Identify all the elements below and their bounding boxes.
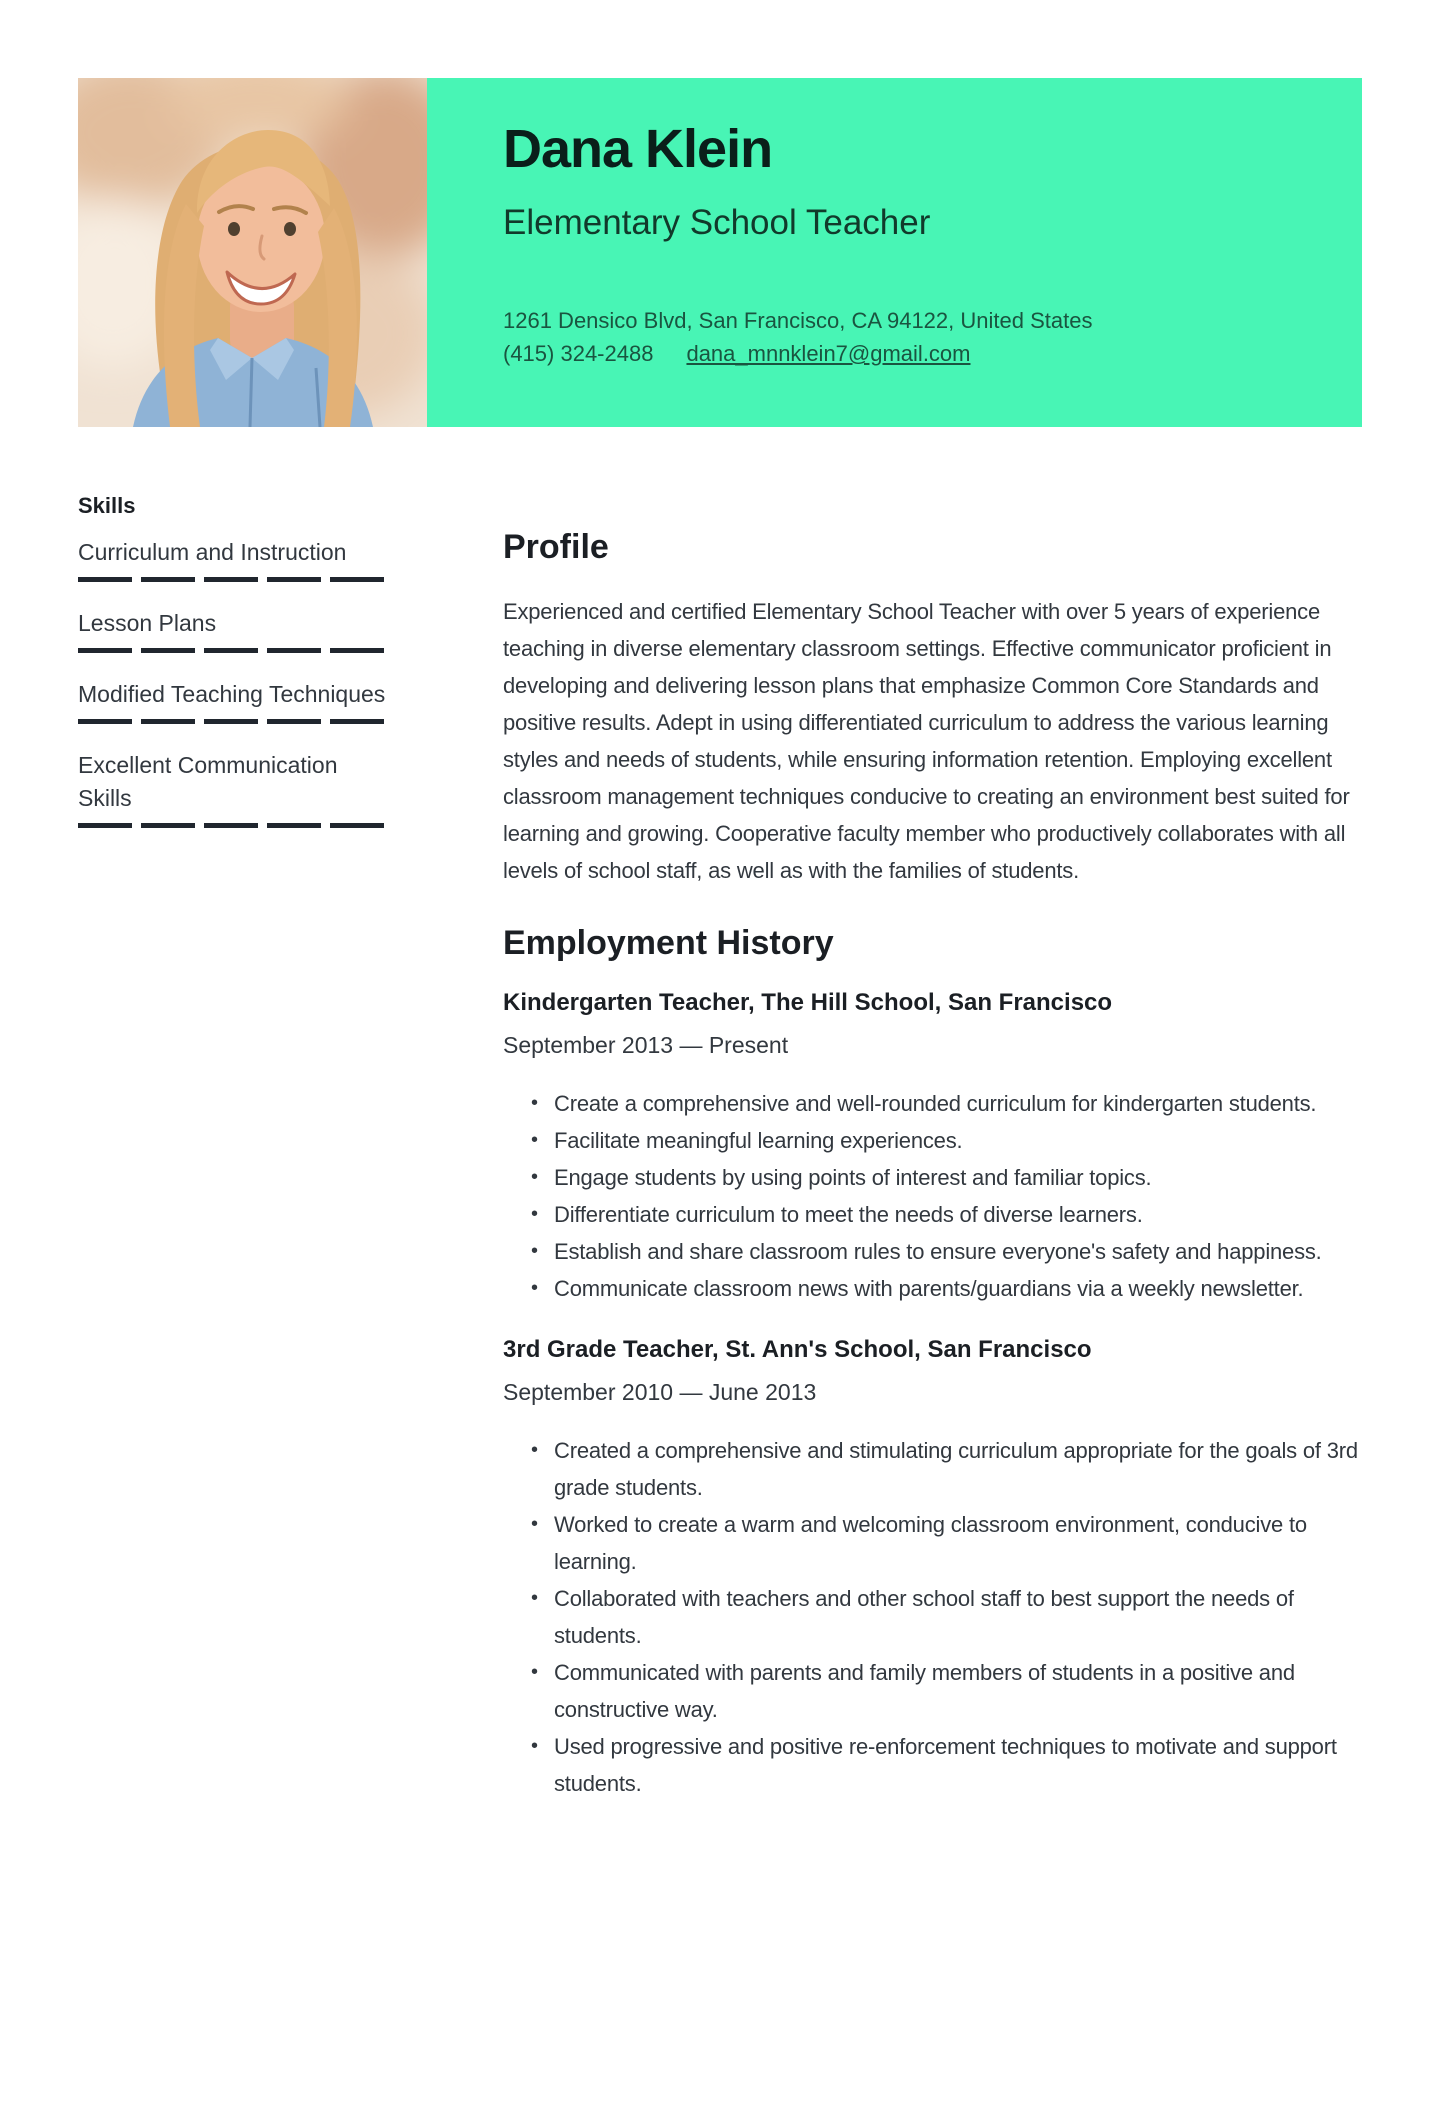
skill-label: Modified Teaching Techniques <box>78 681 386 707</box>
employment-section <box>503 923 1362 1802</box>
address-text: 1261 Densico Blvd, San Francisco, CA 94122, United States <box>503 308 1093 333</box>
bullet-text: Used progressive and positive re-enforcement techniques to motivate and support students. <box>554 1734 1337 1796</box>
person-job-title: Elementary School Teacher <box>503 203 931 242</box>
skill-level-bar <box>78 577 384 582</box>
employment-heading: Employment History <box>503 924 834 962</box>
bullet-dot: • <box>531 1735 538 1757</box>
bullet-dot: • <box>531 1513 538 1535</box>
bullet-dot: • <box>531 1166 538 1188</box>
bullet-item <box>531 1270 1362 1307</box>
bullet-text: Worked to create a warm and welcoming classroom environment, conducive to learning. <box>554 1512 1307 1574</box>
bullet-item <box>531 1580 1362 1654</box>
bullet-item <box>531 1506 1362 1580</box>
job-entry <box>503 1336 1362 1802</box>
contact-block <box>503 304 1342 370</box>
bullet-dot: • <box>531 1129 538 1151</box>
bullet-dot: • <box>531 1240 538 1262</box>
bullet-text: Engage students by using points of interest and familiar topics. <box>554 1165 1152 1190</box>
email-link[interactable]: dana_mnnklein7@gmail.com <box>686 341 971 366</box>
bullet-dot: • <box>531 1092 538 1114</box>
bullet-item <box>531 1233 1362 1270</box>
skill-item <box>78 749 420 828</box>
bullet-dot: • <box>531 1661 538 1683</box>
bullet-dot: • <box>531 1203 538 1225</box>
bullet-text: Create a comprehensive and well-rounded curriculum for kindergarten students. <box>554 1091 1317 1116</box>
profile-heading: Profile <box>503 528 609 566</box>
skill-label: Curriculum and Instruction <box>78 539 347 565</box>
sidebar <box>78 427 420 853</box>
portrait-illustration <box>78 78 427 427</box>
job-dates: September 2013 — Present <box>503 1032 789 1058</box>
bullet-text: Collaborated with teachers and other school staff to best support the needs of students. <box>554 1586 1294 1648</box>
bullet-item <box>531 1085 1362 1122</box>
skill-label: Excellent Communication Skills <box>78 752 338 811</box>
bullet-item <box>531 1432 1362 1506</box>
bullet-text: Created a comprehensive and stimulating curriculum appropriate for the goals of 3rd grade students. <box>554 1438 1358 1500</box>
job-bullet-list <box>503 1432 1362 1802</box>
bullet-text: Establish and share classroom rules to ensure everyone's safety and happiness. <box>554 1239 1322 1264</box>
profile-text: Experienced and certified Elementary School Teacher with over 5 years of experience teaching in diverse elementary classroom settings. Effective communicator proficient in developing and delivering lesson plans that emphasize Common Core Standards and positive results. Adept in using differentiated curriculum to address the various learning styles and needs of students, while ensuring information retention. Employing excellent classroom management techniques conducive to creating an environment best suited for learning and growing. Cooperative faculty member who productively collaborates with all levels of school staff, as well as with the families of students. <box>503 599 1350 883</box>
bullet-text: Differentiate curriculum to meet the needs of diverse learners. <box>554 1202 1143 1227</box>
skill-item <box>78 607 420 653</box>
bullet-item <box>531 1159 1362 1196</box>
job-title: Kindergarten Teacher, The Hill School, San Francisco <box>503 989 1113 1016</box>
skills-heading: Skills <box>78 493 136 518</box>
bullet-dot: • <box>531 1277 538 1299</box>
bullet-dot: • <box>531 1587 538 1609</box>
bullet-dot: • <box>531 1439 538 1461</box>
person-name: Dana Klein <box>503 119 773 179</box>
content-columns <box>78 427 1362 1802</box>
job-dates: September 2010 — June 2013 <box>503 1379 817 1405</box>
header-banner <box>427 78 1362 427</box>
bullet-item <box>531 1122 1362 1159</box>
skill-item <box>78 678 420 724</box>
job-bullet-list <box>503 1085 1362 1307</box>
bullet-item <box>531 1654 1362 1728</box>
bullet-item <box>531 1728 1362 1802</box>
skill-item <box>78 536 420 582</box>
profile-section <box>503 527 1362 889</box>
bullet-text: Facilitate meaningful learning experiences. <box>554 1128 963 1153</box>
bullet-item <box>531 1196 1362 1233</box>
skill-label: Lesson Plans <box>78 610 217 636</box>
main-column <box>503 427 1362 1802</box>
skill-level-bar <box>78 648 384 653</box>
resume-page <box>0 78 1440 2114</box>
phone-number: (415) 324-2488 <box>503 341 654 366</box>
bullet-text: Communicate classroom news with parents/guardians via a weekly newsletter. <box>554 1276 1304 1301</box>
job-entry <box>503 989 1362 1307</box>
job-title: 3rd Grade Teacher, St. Ann's School, San Francisco <box>503 1336 1092 1363</box>
skill-level-bar <box>78 823 384 828</box>
bullet-text: Communicated with parents and family members of students in a positive and constructive way. <box>554 1660 1295 1722</box>
header <box>78 78 1362 427</box>
contact-row <box>503 337 1342 370</box>
skill-level-bar <box>78 719 384 724</box>
profile-photo <box>78 78 427 427</box>
